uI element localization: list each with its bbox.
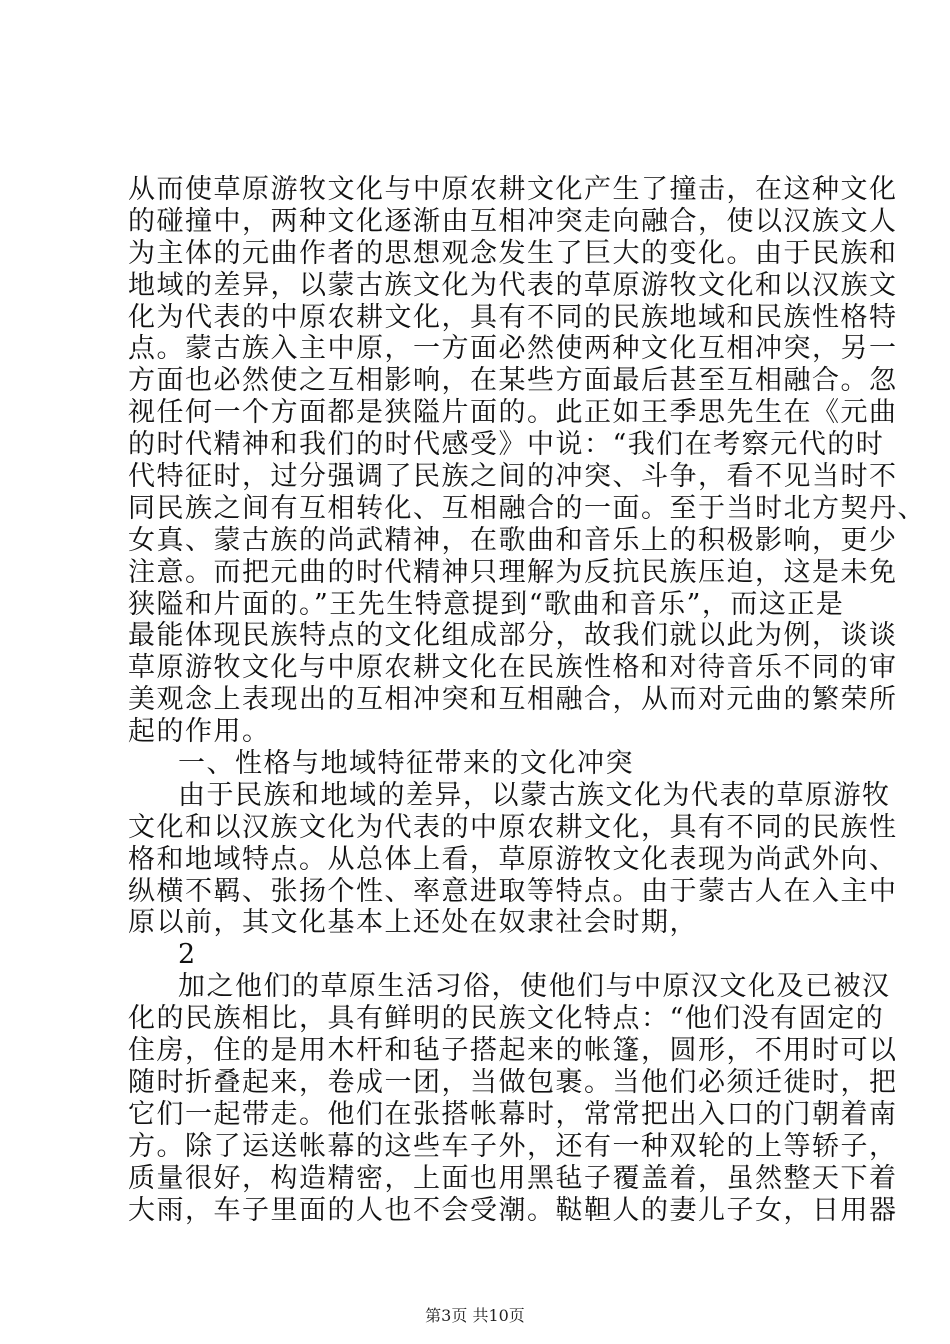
text-line: 质量很好，构造精密，上面也用黑毡子覆盖着，虽然整天下着	[128, 1162, 898, 1194]
text-line: 地域的差异，以蒙古族文化为代表的草原游牧文化和以汉族文	[128, 269, 898, 301]
text-line: 随时折叠起来，卷成一团，当做包裹。当他们必须迁徙时，把	[128, 1066, 898, 1098]
text-line: 的碰撞中，两种文化逐渐由互相冲突走向融合，使以汉族文人	[128, 205, 898, 237]
text-line: 化为代表的中原农耕文化，具有不同的民族地域和民族性格特	[128, 301, 898, 333]
text-line: 注意。而把元曲的时代精神只理解为反抗民族压迫，这是未免	[128, 556, 898, 588]
text-line: 起的作用。	[128, 716, 271, 748]
text-line: 由于民族和地域的差异，以蒙古族文化为代表的草原游牧	[178, 779, 891, 811]
text-line: 代特征时，过分强调了民族之间的冲突、斗争，看不见当时不	[128, 461, 898, 493]
text-line: 住房，住的是用木杆和毡子搭起来的帐篷，圆形，不用时可以	[128, 1035, 898, 1067]
text-line: 狭隘和片面的。”王先生特意提到“歌曲和音乐”，而这正是	[128, 588, 845, 620]
inline-number: 2	[178, 939, 196, 971]
text-line: 点。蒙古族入主中原，一方面必然使两种文化互相冲突，另一	[128, 333, 898, 365]
text-line: 纵横不羁、张扬个性、率意进取等特点。由于蒙古人在入主中	[128, 875, 898, 907]
text-line: 方面也必然使之互相影响，在某些方面最后甚至互相融合。忽	[128, 365, 898, 397]
text-line: 它们一起带走。他们在张搭帐幕时，常常把出入口的门朝着南	[128, 1098, 898, 1130]
text-line: 大雨，车子里面的人也不会受潮。鞑靼人的妻儿子女，日用器	[128, 1194, 898, 1226]
text-line: 方。除了运送帐幕的这些车子外，还有一种双轮的上等轿子，	[128, 1130, 898, 1162]
text-line: 格和地域特点。从总体上看，草原游牧文化表现为尚武外向、	[128, 843, 898, 875]
text-line: 为主体的元曲作者的思想观念发生了巨大的变化。由于民族和	[128, 237, 898, 269]
text-line: 草原游牧文化与中原农耕文化在民族性格和对待音乐不同的审	[128, 652, 898, 684]
text-line: 视任何一个方面都是狭隘片面的。此正如王季思先生在《元曲	[128, 397, 898, 429]
text-line: 原以前，其文化基本上还处在奴隶社会时期，	[128, 907, 698, 939]
text-line: 女真、蒙古族的尚武精神，在歌曲和音乐上的积极影响，更少	[128, 524, 898, 556]
text-line: 化的民族相比，具有鲜明的民族文化特点：“他们没有固定的	[128, 1003, 885, 1035]
page-footer: 第3页 共10页	[425, 1306, 525, 1325]
text-line: 最能体现民族特点的文化组成部分，故我们就以此为例，谈谈	[128, 620, 898, 652]
text-line: 加之他们的草原生活习俗，使他们与中原汉文化及已被汉	[178, 971, 891, 1003]
text-line: 同民族之间有互相转化、互相融合的一面。至于当时北方契丹、	[128, 492, 926, 524]
body-text	[128, 174, 926, 1226]
text-line: 从而使草原游牧文化与中原农耕文化产生了撞击，在这种文化	[128, 174, 898, 205]
text-line: 文化和以汉族文化为代表的中原农耕文化，具有不同的民族性	[128, 811, 898, 843]
section-heading: 一、性格与地域特征带来的文化冲突	[178, 748, 634, 780]
text-line: 美观念上表现出的互相冲突和互相融合，从而对元曲的繁荣所	[128, 684, 898, 716]
text-line: 的时代精神和我们的时代感受》中说：“我们在考察元代的时	[128, 429, 885, 461]
